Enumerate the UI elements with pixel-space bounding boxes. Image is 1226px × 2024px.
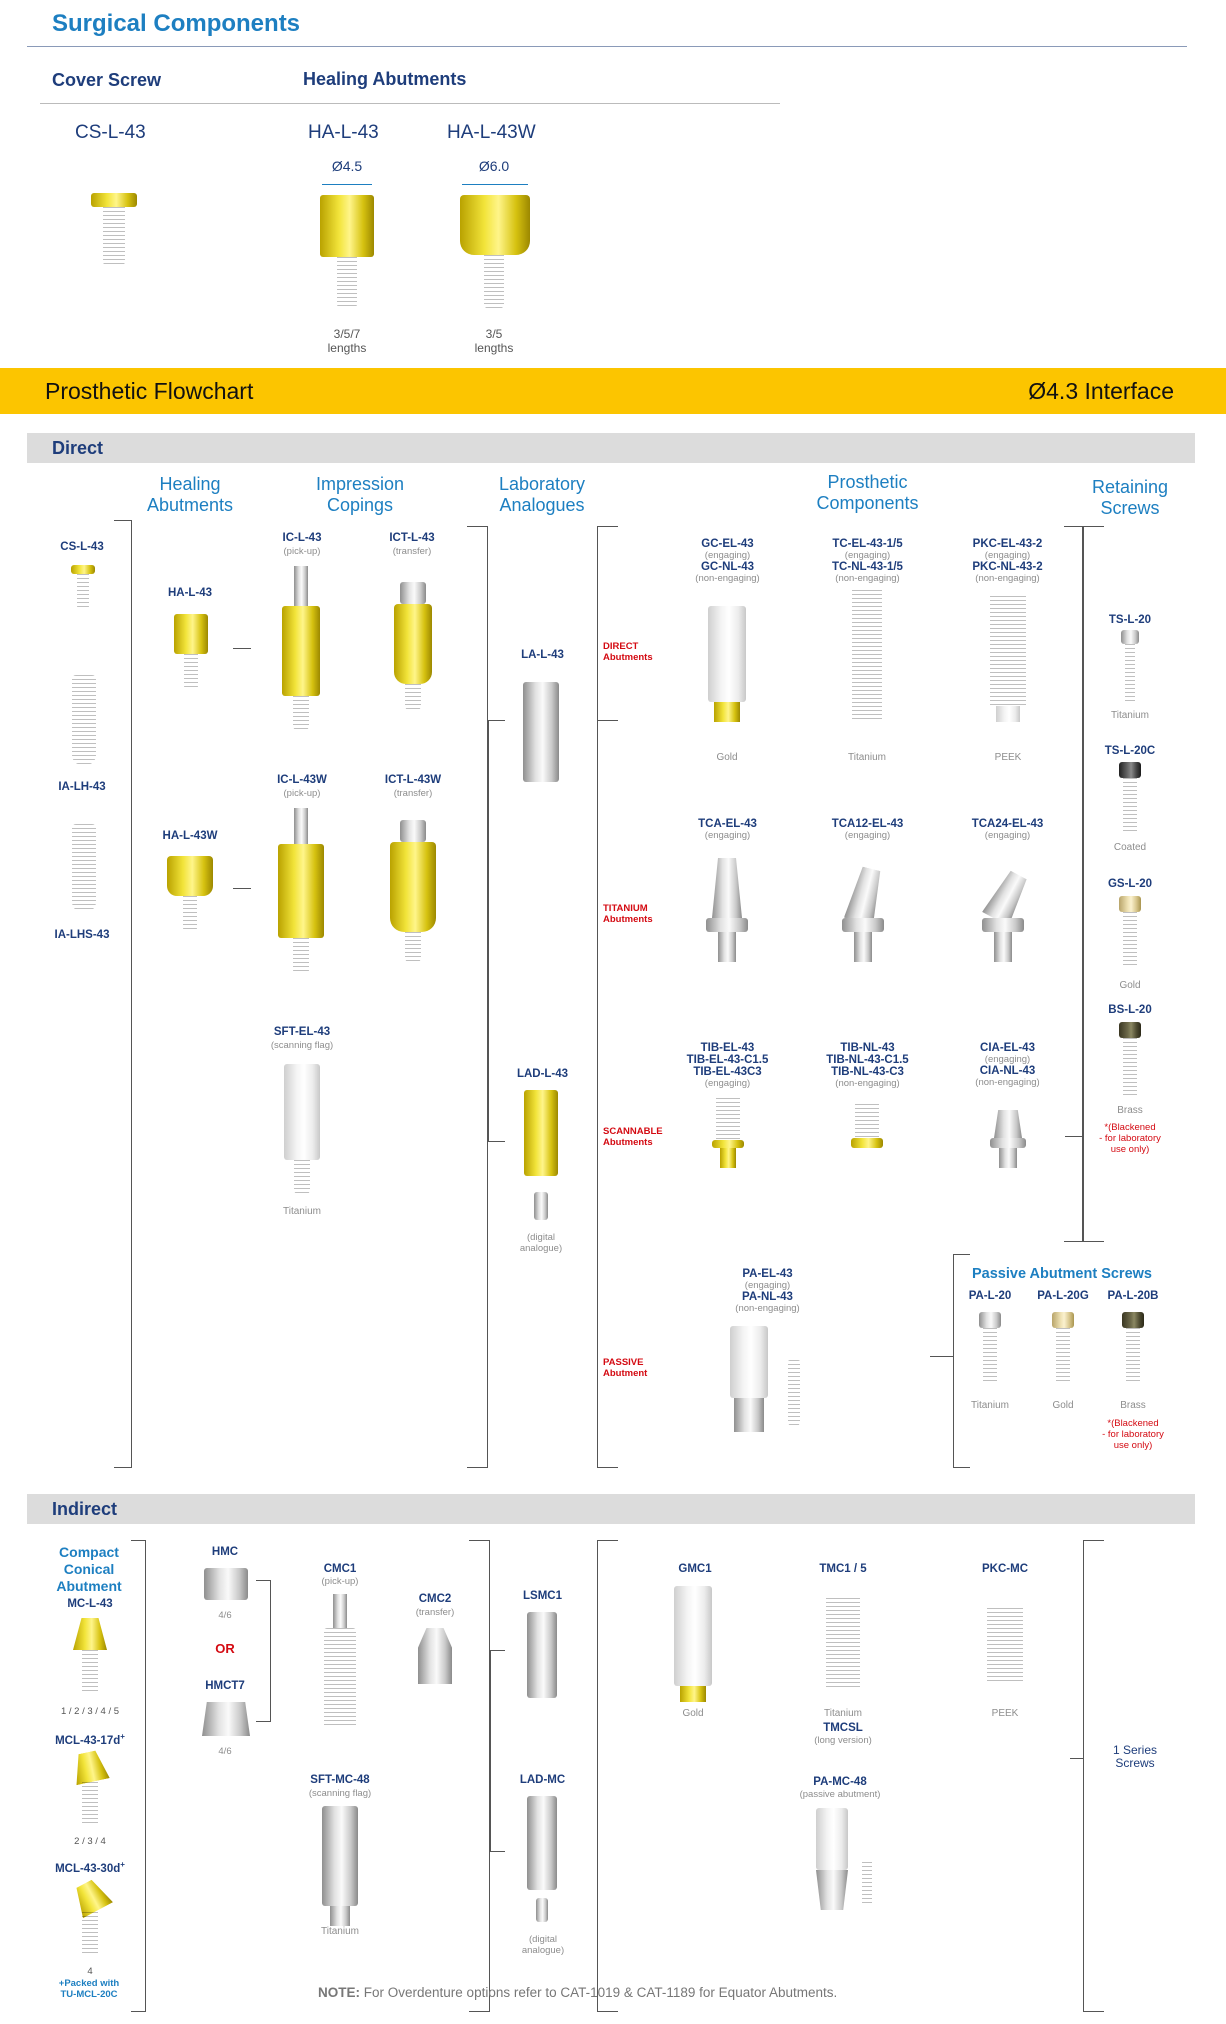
tca24-collar	[982, 918, 1024, 932]
pa-base	[734, 1398, 764, 1432]
hmct7-len: 4/6	[218, 1746, 232, 1757]
tibn-labels: TIB-NL-43 TIB-NL-43-C1.5 TIB-NL-43-C3 (non-engaging)	[826, 1042, 909, 1089]
ictw-thread	[405, 932, 421, 962]
icw-pin	[294, 808, 308, 844]
lsmc1-body	[527, 1612, 557, 1698]
series-link	[1070, 1758, 1084, 1759]
cmc1-pin	[333, 1594, 347, 1628]
gs-mat: Gold	[1119, 980, 1141, 991]
packed-note: +Packed with TU-MCL-20C	[58, 1978, 120, 2000]
pkc-body	[990, 596, 1026, 706]
implant-lh	[72, 675, 96, 765]
tca-stem	[718, 932, 736, 962]
ictw-code: ICT-L-43W	[384, 774, 442, 786]
palg-head	[1052, 1312, 1074, 1328]
gmc1-body	[674, 1586, 712, 1686]
header-healing: Healing Abutments	[146, 474, 234, 515]
cia-body	[994, 1110, 1022, 1138]
subhead-rule	[40, 103, 780, 104]
mcl17-code: MCL-43-17d+	[55, 1732, 125, 1747]
hmc-bracket	[256, 1580, 271, 1722]
cat-passive: PASSIVE Abutment	[603, 1357, 648, 1379]
lab-indirect-bracket	[490, 1650, 505, 1852]
gc-labels: GC-EL-43 (engaging) GC-NL-43 (non-engaging)	[695, 538, 760, 584]
haw-diameter: Ø6.0	[478, 158, 510, 174]
ic-sub: (pick-up)	[283, 546, 321, 557]
haw-code: HA-L-43W	[447, 122, 536, 143]
ictw-top	[400, 820, 426, 842]
ts-head	[1121, 630, 1139, 644]
mcl17-thread	[82, 1782, 98, 1826]
tca12-collar	[842, 918, 884, 932]
bs-thread	[1123, 1038, 1137, 1096]
icw-body	[278, 844, 324, 938]
palb-mat: Brass	[1120, 1400, 1146, 1411]
cmc2-code: CMC2	[418, 1593, 452, 1605]
tca12-stem	[854, 932, 872, 962]
tib-body	[716, 1098, 740, 1140]
ictw-sub: (transfer)	[393, 788, 433, 799]
pal-code: PA-L-20	[968, 1290, 1012, 1302]
cmc1-sub: (pick-up)	[321, 1576, 359, 1587]
tibn-collar	[851, 1138, 883, 1148]
tib-collar	[712, 1140, 744, 1148]
pamc-code: PA-MC-48	[813, 1776, 867, 1788]
ha-diameter: Ø4.5	[331, 158, 363, 174]
implant-cs-code: CS-L-43	[60, 541, 104, 553]
palg-thread	[1056, 1328, 1070, 1382]
tca12-body	[844, 865, 886, 925]
haw-lengths-2: lengths	[474, 341, 514, 355]
ic-code: IC-L-43	[282, 532, 322, 544]
analogue-bracket	[488, 720, 505, 1142]
hmc-code: HMC	[211, 1546, 239, 1558]
ts-mat: Titanium	[1111, 710, 1149, 721]
pkc-base	[996, 706, 1020, 722]
healing-ha-link	[233, 648, 251, 649]
hmc-len: 4/6	[218, 1610, 232, 1621]
sft-code: SFT-EL-43	[273, 1026, 331, 1038]
tsc-head	[1119, 762, 1141, 778]
gmc1-code: GMC1	[678, 1563, 712, 1575]
ladmc-digital	[536, 1898, 548, 1922]
header-prosthetic: Prosthetic Components	[816, 472, 919, 513]
healing-ha-body	[174, 614, 208, 654]
ict-top	[400, 582, 426, 604]
header-impression: Impression Copings	[315, 474, 405, 515]
pamc-screw	[862, 1862, 872, 1906]
haw-body	[460, 195, 530, 255]
lad-sub1: (digital	[527, 1232, 555, 1243]
cat-scannable: SCANNABLE Abutments	[603, 1126, 663, 1148]
banner-interface: Ø4.3 Interface	[1028, 378, 1174, 404]
pkcmc-body	[987, 1608, 1023, 1684]
cia-stem	[999, 1148, 1017, 1168]
cmc1-body	[324, 1628, 356, 1728]
icw-code: IC-L-43W	[277, 774, 327, 786]
impression-bracket	[467, 526, 488, 1468]
ts-code: TS-L-20	[1108, 614, 1152, 626]
hmc-body	[204, 1568, 248, 1600]
mcl30-len: 4	[87, 1966, 93, 1977]
healing-ha-thread	[184, 654, 198, 690]
haw-lengths-1: 3/5	[485, 327, 503, 341]
mcl43-len: 1 / 2 / 3 / 4 / 5	[60, 1706, 120, 1717]
compact-heading: Compact Conical Abutment	[56, 1544, 122, 1594]
palg-code: PA-L-20G	[1037, 1290, 1089, 1302]
pal-mat: Titanium	[971, 1400, 1009, 1411]
gs-thread	[1123, 912, 1137, 968]
cat-direct: DIRECT Abutments	[603, 641, 653, 663]
sftmc-base	[330, 1906, 350, 1926]
sft-mat: Titanium	[283, 1206, 321, 1217]
ict-sub: (transfer)	[392, 546, 432, 557]
mcl30-thread	[82, 1912, 98, 1956]
tib-stem	[720, 1148, 736, 1168]
tmc-code: TMC1 / 5	[819, 1563, 867, 1575]
cat-titanium: TITANIUM Abutments	[603, 903, 653, 925]
pkc-labels: PKC-EL-43-2 (engaging) PKC-NL-43-2 (non-engaging)	[972, 538, 1043, 584]
ictw-body	[390, 842, 436, 932]
ha-lengths-2: lengths	[327, 341, 367, 355]
sftmc-mat: Titanium	[321, 1926, 359, 1937]
tibn-body	[855, 1104, 879, 1138]
lad-sub2: analogue)	[519, 1243, 563, 1254]
ic-thread	[293, 696, 309, 730]
implant-lh-code: IA-LH-43	[58, 781, 106, 793]
surgical-title: Surgical Components	[52, 10, 301, 37]
gmc1-mat: Gold	[682, 1708, 704, 1719]
icw-thread	[293, 938, 309, 974]
cover-screw-thread	[103, 207, 125, 267]
ha-thread	[337, 257, 357, 309]
tmcsl-code: TMCSL	[823, 1722, 863, 1734]
pa-screw	[788, 1360, 800, 1426]
tmc-body	[826, 1598, 860, 1690]
title-rule	[27, 46, 1187, 47]
direct-section-bar	[27, 433, 1195, 463]
healing-ha-code: HA-L-43	[167, 587, 213, 599]
gmc1-base	[680, 1686, 706, 1702]
lad-body	[524, 1090, 558, 1176]
pkcmc-code: PKC-MC	[982, 1563, 1028, 1575]
palg-mat: Gold	[1052, 1400, 1074, 1411]
pamc-body	[816, 1808, 848, 1870]
flowchart-banner	[0, 368, 1226, 414]
prosthetic-left-bracket	[597, 526, 618, 1468]
ladmc-body	[527, 1796, 557, 1890]
cover-screw-heading: Cover Screw	[52, 70, 162, 90]
haw-diameter-line	[462, 184, 528, 185]
compact-bracket	[131, 1540, 146, 2012]
implant-lhs-code: IA-LHS-43	[54, 929, 110, 941]
tca-body	[712, 858, 742, 918]
pkcmc-mat: PEEK	[991, 1708, 1019, 1719]
gc-mat: Gold	[716, 752, 738, 763]
healing-haw-body	[167, 856, 213, 896]
cover-screw-head	[91, 193, 137, 207]
mcl43-thread	[82, 1650, 98, 1694]
prosthetic-indirect-bracket	[597, 1540, 618, 2012]
tca24-labels: TCA24-EL-43 (engaging)	[971, 818, 1044, 841]
bs-link	[1065, 1136, 1083, 1137]
pa-labels: PA-EL-43 (engaging) PA-NL-43 (non-engaging)	[735, 1268, 800, 1314]
passive-screws-title: Passive Abutment Screws	[972, 1266, 1152, 1282]
ladmc-sub2: analogue)	[521, 1945, 565, 1956]
hmct7-code: HMCT7	[205, 1680, 245, 1692]
pa-body	[730, 1326, 768, 1398]
cia-labels: CIA-EL-43 (engaging) CIA-NL-43 (non-engaging)	[975, 1042, 1040, 1088]
bs-head	[1119, 1022, 1141, 1038]
gc-base	[714, 702, 740, 722]
tc-labels: TC-EL-43-1/5 (engaging) TC-NL-43-1/5 (non-engaging)	[832, 538, 903, 584]
palb-code: PA-L-20B	[1107, 1290, 1159, 1302]
header-retaining: Retaining Screws	[1091, 477, 1169, 518]
ts-thread	[1125, 644, 1135, 702]
haw-thread	[484, 255, 504, 309]
la-code: LA-L-43	[521, 649, 564, 661]
sft-sub: (scanning flag)	[270, 1040, 334, 1051]
passive-bracket	[953, 1254, 970, 1468]
tsc-mat: Coated	[1113, 842, 1147, 853]
ladmc-sub1: (digital	[529, 1934, 557, 1945]
palb-note: *(Blackened - for laboratory use only)	[1102, 1418, 1164, 1451]
tca24-stem	[994, 932, 1012, 962]
healing-abutments-heading: Healing Abutments	[303, 69, 467, 89]
series-bracket	[1083, 1540, 1104, 2012]
tc-body	[852, 590, 882, 720]
healing-haw-code: HA-L-43W	[162, 830, 218, 842]
ic-body	[282, 606, 320, 696]
ict-thread	[405, 684, 421, 710]
ladmc-code: LAD-MC	[519, 1774, 566, 1786]
ict-body	[394, 604, 432, 684]
indirect-section-bar	[27, 1494, 1195, 1524]
passive-link	[930, 1356, 954, 1357]
retaining-bracket-left	[1064, 526, 1083, 1242]
ha-diameter-line	[322, 184, 372, 185]
direct-label: Direct	[52, 438, 104, 458]
healing-haw-link	[233, 888, 251, 889]
mcl17-cone	[70, 1749, 109, 1785]
tca12-labels: TCA12-EL-43 (engaging)	[831, 818, 904, 841]
implant-cs-thread	[77, 574, 89, 610]
banner-title: Prosthetic Flowchart	[45, 378, 254, 404]
tib-labels: TIB-EL-43 TIB-EL-43-C1.5 TIB-EL-43C3 (engaging)	[686, 1042, 769, 1089]
hmct7-body	[202, 1702, 250, 1736]
tmcsl-sub: (long version)	[814, 1735, 872, 1746]
cia-collar	[990, 1138, 1026, 1148]
la-body	[523, 682, 559, 782]
cmc1-code: CMC1	[323, 1563, 357, 1575]
implant-cs-head	[71, 565, 95, 574]
sftmc-body	[322, 1806, 358, 1906]
cat-direct-link	[598, 720, 618, 721]
footer-note: NOTE: For Overdenture options refer to CAT-1019 & CAT-1189 for Equator Abutments.	[318, 1985, 838, 2000]
pal-head	[979, 1312, 1001, 1328]
sft-thread	[294, 1160, 310, 1194]
sftmc-sub: (scanning flag)	[308, 1788, 372, 1799]
tc-mat: Titanium	[848, 752, 886, 763]
palb-thread	[1126, 1328, 1140, 1382]
ict-code: ICT-L-43	[389, 532, 435, 544]
gs-code: GS-L-20	[1107, 878, 1153, 890]
implant-lhs	[72, 824, 96, 912]
gc-body	[708, 606, 746, 702]
icw-sub: (pick-up)	[283, 788, 321, 799]
tsc-thread	[1123, 778, 1137, 832]
tmc-mat: Titanium	[824, 1708, 862, 1719]
or-label: OR	[215, 1641, 235, 1656]
mcl43-cone	[73, 1618, 107, 1650]
pamc-base	[816, 1870, 848, 1910]
indirect-label: Indirect	[52, 1499, 118, 1519]
gs-head	[1119, 896, 1141, 912]
implant-bracket	[114, 520, 132, 1468]
bs-code: BS-L-20	[1108, 1004, 1152, 1016]
tca-labels: TCA-EL-43 (engaging)	[698, 818, 757, 841]
pamc-sub: (passive abutment)	[799, 1789, 881, 1800]
tsc-code: TS-L-20C	[1104, 745, 1156, 757]
cmc2-sub: (transfer)	[415, 1607, 455, 1618]
ic-pin	[294, 566, 308, 606]
pal-thread	[983, 1328, 997, 1382]
tca-collar	[706, 918, 748, 932]
series-screws: 1 Series Screws	[1112, 1743, 1158, 1770]
lad-digital	[534, 1192, 548, 1220]
healing-haw-thread	[183, 896, 197, 932]
mcl30-code: MCL-43-30d+	[55, 1860, 125, 1875]
sft-body	[284, 1064, 320, 1160]
mcl43-code: MC-L-43	[67, 1598, 113, 1610]
cs-code: CS-L-43	[75, 122, 146, 143]
pkc-mat: PEEK	[994, 752, 1022, 763]
lad-code: LAD-L-43	[516, 1068, 569, 1080]
mcl17-len: 2 / 3 / 4	[74, 1836, 106, 1847]
lsmc1-code: LSMC1	[523, 1590, 562, 1602]
bs-mat: Brass	[1117, 1105, 1143, 1116]
sftmc-code: SFT-MC-48	[310, 1774, 370, 1786]
bs-note: *(Blackened - for laboratory use only)	[1099, 1122, 1161, 1155]
impression-indirect-bracket	[469, 1540, 490, 2012]
header-laboratory: Laboratory Analogues	[498, 474, 586, 515]
palb-head	[1122, 1312, 1144, 1328]
cmc2-body	[418, 1628, 452, 1684]
ha-code: HA-L-43	[308, 122, 379, 143]
ha-lengths-1: 3/5/7	[333, 327, 361, 341]
ha-body	[320, 195, 374, 257]
